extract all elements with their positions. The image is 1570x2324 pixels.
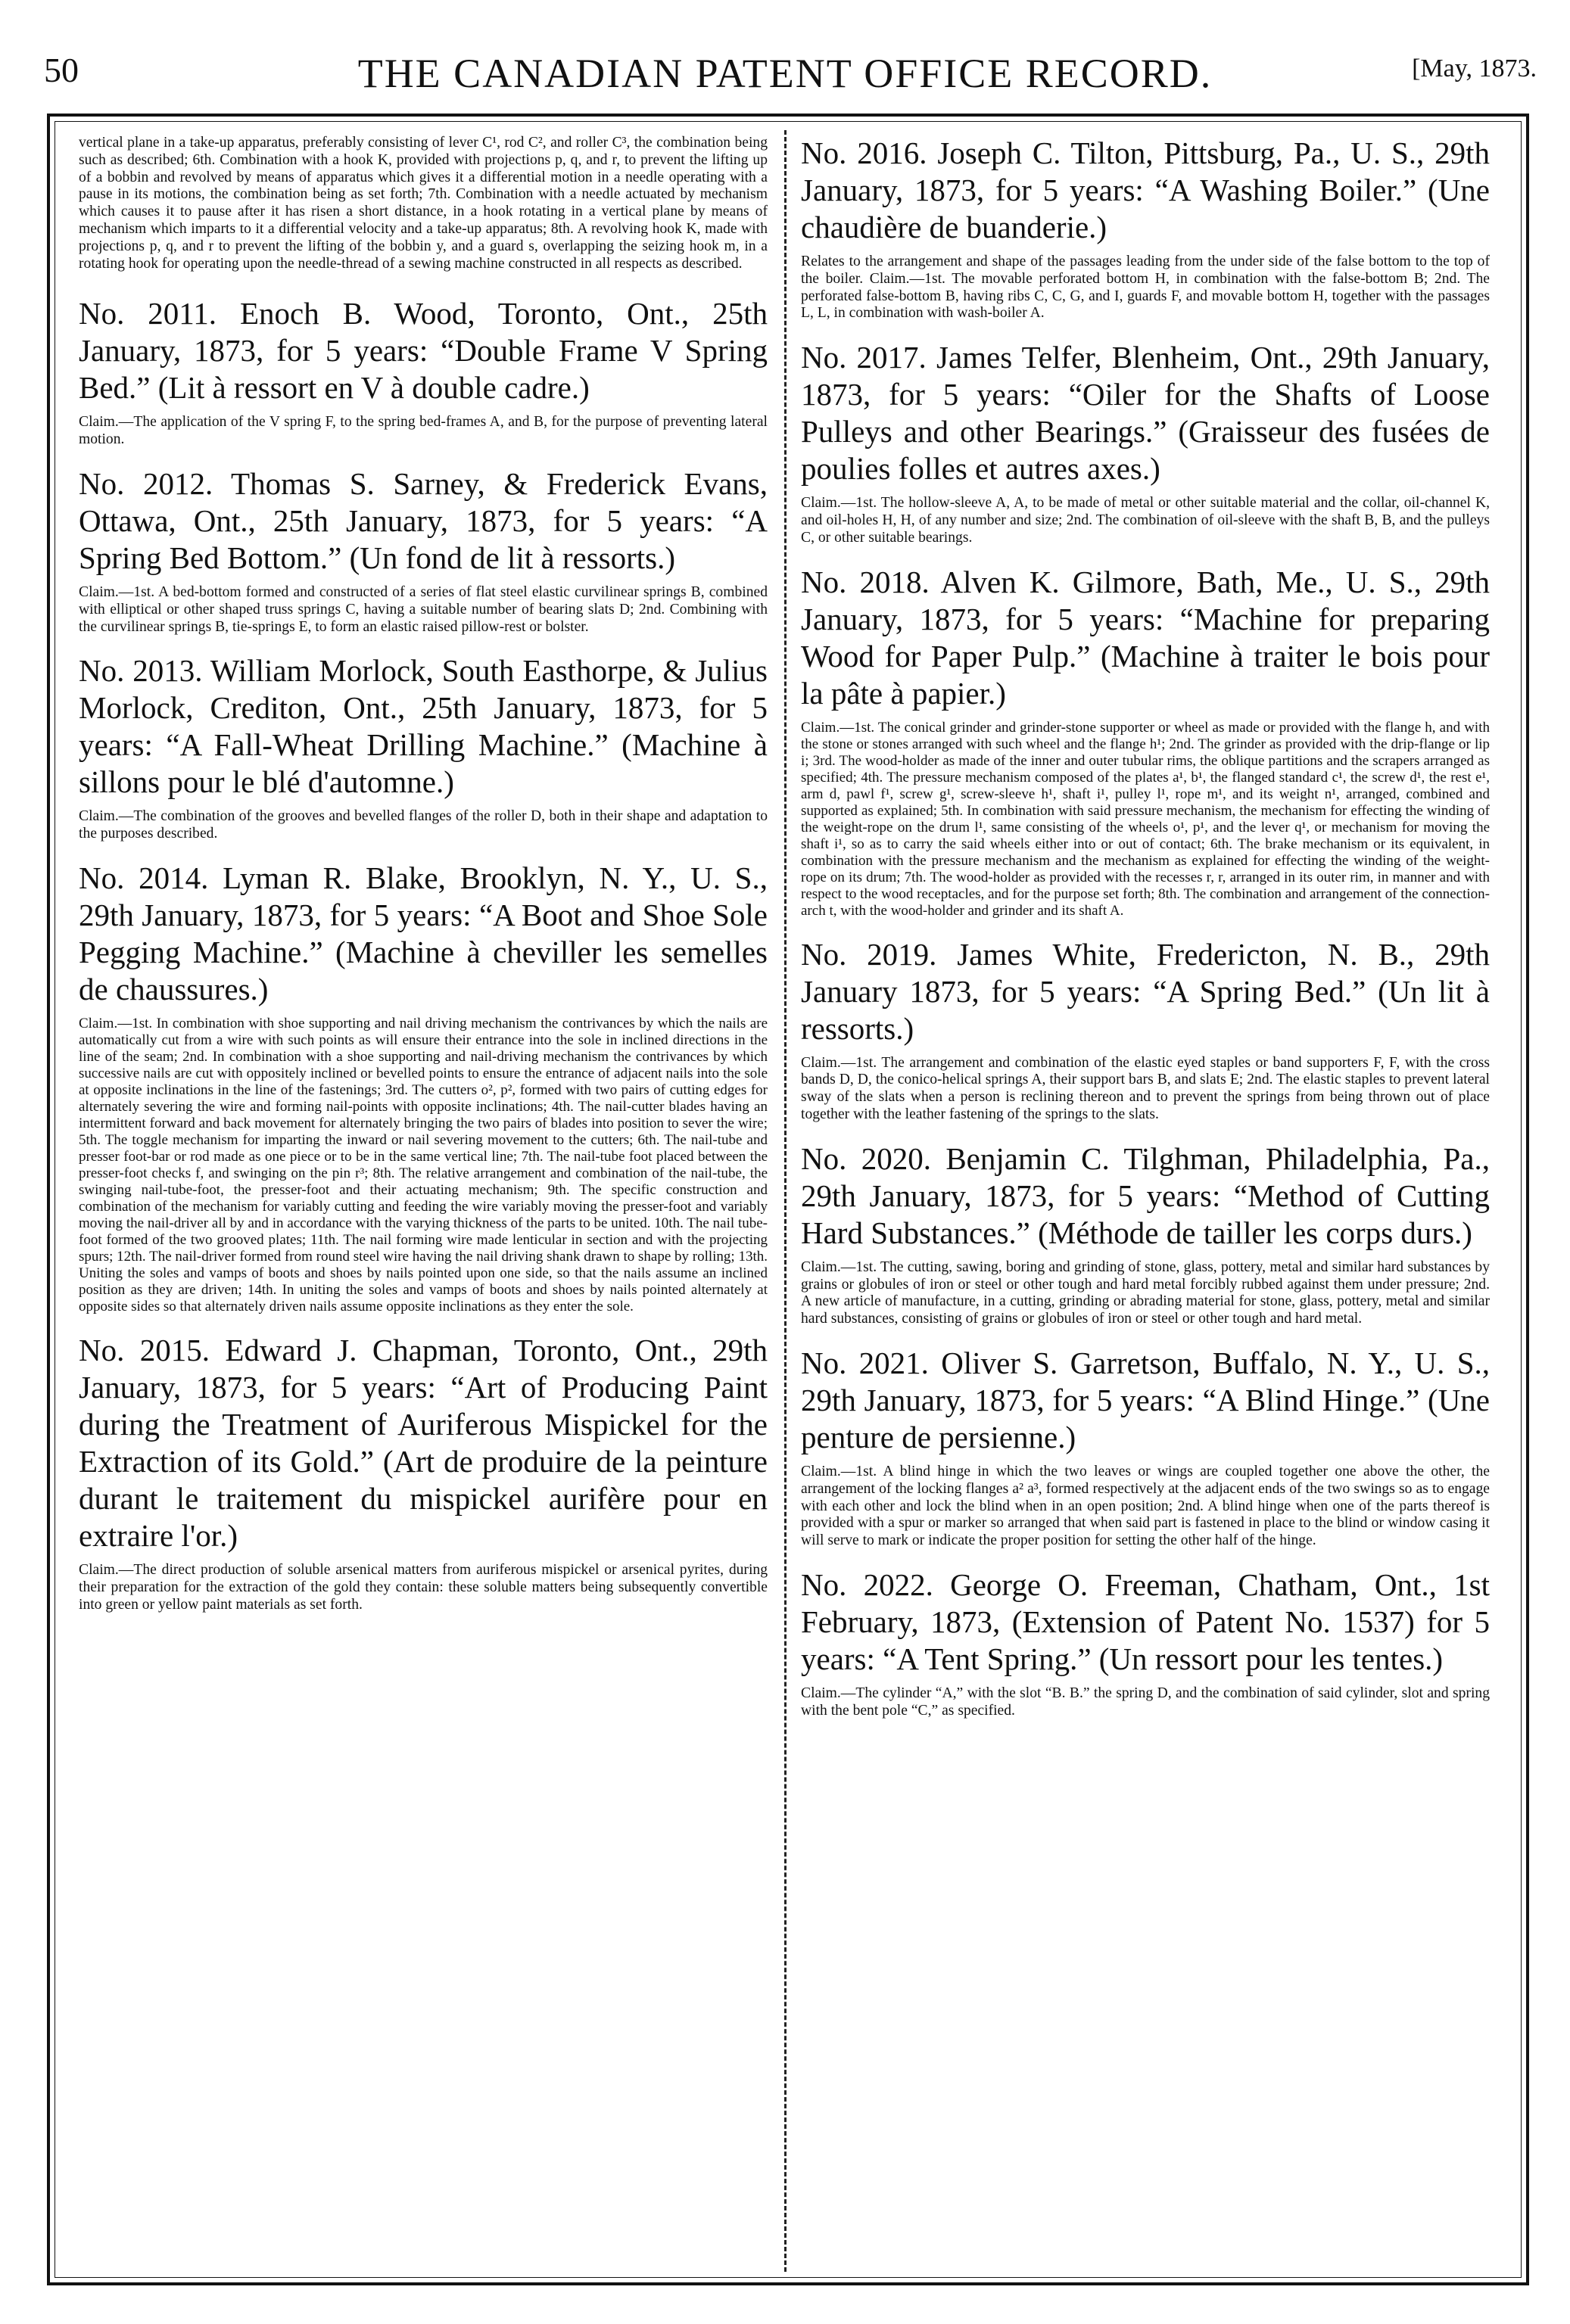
patent-entry-2012 — [79, 465, 768, 636]
patent-entry-2015 — [79, 1332, 768, 1613]
patent-entry-2018 — [801, 564, 1490, 919]
patent-entry-2014 — [79, 860, 768, 1315]
patent-claim: Claim.—1st. The cutting, sawing, boring and grinding of stone, glass, pottery, metal and similar hard substances by grains or globules of iron or steel or other tough and hard metal forcibly rubbed against them under pressure; 2nd. A new article of manufacture, in a cutting, grinding or abrading material for stone, glass, pottery, metal and similar hard substances, consisting of grains or globules of iron or steel or other tough and hard metal. — [801, 1258, 1490, 1327]
patent-claim: Claim.—1st. A blind hinge in which the two leaves or wings are coupled together one above the other, the arrangement of the locking flanges a² a³, formed respectively at the adjacent ends of the two swings so as to engage with each other and lock the blind when in an open position; 2nd. A blind hinge when one of the parts thereof is provided with a spur or marker so arranged that when said part is fastened in place to the blind or window casing it will serve to mark or indicate the proper position for setting the other half of the hinge. — [801, 1463, 1490, 1549]
patent-heading: No. 2013. William Morlock, South Easthorpe, & Julius Morlock, Crediton, Ont., 25th January, 1873, for 5 years: “A Fall-Wheat Drilling Machine.” (Machine à sillons pour le blé d'automne.) — [79, 653, 768, 800]
patent-entry-2020 — [801, 1140, 1490, 1328]
page-header — [0, 50, 1570, 103]
patent-entry-2021 — [801, 1345, 1490, 1550]
patent-claim: Claim.—1st. A bed-bottom formed and constructed of a series of flat steel elastic curvilinear springs B, combined with elliptical or other shaped truss springs C, having a suitable number of bearing slats D; 2nd. Combining with the curvilinear springs B, tie-springs E, to form an elastic raised pillow-rest or bolster. — [79, 583, 768, 635]
page-number: 50 — [44, 51, 79, 89]
patent-entry-2022 — [801, 1566, 1490, 1720]
patent-heading: No. 2015. Edward J. Chapman, Toronto, Ont., 29th January, 1873, for 5 years: “Art of Producing Paint during the Treatment of Auriferous Mispickel for the Extraction of its Gold.” (Art de produire de la peinture durant le traitement du mispickel aurifère pour en extraire l'or.) — [79, 1332, 768, 1553]
patent-claim: Claim.—1st. In combination with shoe supporting and nail driving mechanism the contrivances by which the nails are automatically cut from a wire with such points as will ensure their entrance into the sole in inclined directions in the line of the seam; 2nd. In combination with a shoe supporting and nail-driving mechanism the contrivances by which successive nails are cut with oppositely inclined or bevelled points to ensure the entrance of adjacent nails into the sole at opposite inclinations in the line of the fastenings; 3rd. The cutters o², p², formed with two pairs of cutting edges for alternately severing the wire and forming nail-points with opposite inclinations; 4th. The nail-cutter blades having an intermittent forward and back movement for alternately bringing the two pairs of blades into position to sever the wire; 5th. The toggle mechanism for imparting the inward or nail severing movement to the cutters; 6th. The nail-tube and presser foot-bar or rod made as one piece or to be in the same vertical line; 7th. The nail-tube foot placed between the presser-foot checks f, and swinging on the pin r³; 8th. The relative arrangement and combination of the nail-tube, the swinging nail-tube-foot, the presser-foot and their actuating mechanism; 9th. The specific construction and combination of the mechanism for variably cutting and feeding the wire variably moving the presser-foot and variably moving the nail-driver all by and in accordance with the varying thickness of the parts to be united. 10th. The nail tube-foot formed of the two grooved plates; 11th. The nail forming wire made lenticular in section and with the projecting spurs; 12th. The nail-driver formed from round steel wire having the nail driving shank drawn to shape by rolling; 13th. Uniting the soles and vamps of boots and shoes by nails pointed upon one side, so that the nails assume an inclined position as they are driven; 14th. In uniting the soles and vamps of boots and shoes by nails pointed alternately at opposite sides so that alternately driven nails assume opposite inclinations as they enter the sole. — [79, 1015, 768, 1314]
patent-claim: Claim.—1st. The conical grinder and grinder-stone supporter or wheel as made or provided with the flange h, and with the stone or stones arranged with such wheel and the flange h¹; 2nd. The grinder as provided with the drip-flange or lip i; 3rd. The wood-holder as made of the inner and outer tubular rims, the oblique partitions and the scrapers arranged as specified; 4th. The pressure mechanism composed of the plates a¹, b¹, the flanged standard c¹, the screw d¹, the rest e¹, arm d, pawl f¹, screw g¹, screw-sleeve h¹, shaft i¹, pulley l¹, rope m¹, and its weight n¹, arranged, combined and supported as explained; 5th. In combination with said pressure mechanism, the mechanism for effecting the winding of the weight-rope on the drum l¹, same consisting of the wheels o¹, p¹, and the lever q¹, or mechanism for moving the shaft i¹, so as to carry the said wheels either into or out of contact; 6th. The brake mechanism or its equivalent, in combination with the pressure mechanism and the mechanism as explained for effecting the winding of the weight-rope on its drum; 7th. The wood-holder as provided with the recesses r, r, arranged in its outer rim, in manner and with respect to the wood receptacles, and for the purpose set forth; 8th. The combination and arrangement of the connection-arch t, with the wood-holder and grinder and its shaft A. — [801, 719, 1490, 919]
patent-claim: Claim.—The direct production of soluble arsenical matters from auriferous mispickel or arsenical pyrites, during their preparation for the extraction of the gold they contain: these soluble matters being subsequently convertible into green or yellow paint materials as set forth. — [79, 1561, 768, 1613]
patent-heading: No. 2021. Oliver S. Garretson, Buffalo, N. Y., U. S., 29th January, 1873, for 5 years: “A Blind Hinge.” (Une penture de persienne.) — [801, 1345, 1490, 1454]
patent-heading: No. 2017. James Telfer, Blenheim, Ont., 29th January, 1873, for 5 years: “Oiler for the Shafts of Loose Pulleys and other Bearings.” (Graisseur des fusées de poulies folles et autres axes.) — [801, 340, 1490, 487]
patent-entry-2011 — [79, 295, 768, 449]
patent-heading: No. 2018. Alven K. Gilmore, Bath, Me., U. S., 29th January, 1873, for 5 years: “Machine for preparing Wood for Paper Pulp.” (Machine à traiter le bois pour la pâte à papier.) — [801, 564, 1490, 711]
page-date: [May, 1873. — [1412, 54, 1537, 82]
patent-claim: Relates to the arrangement and shape of the passages leading from the under side of the false bottom to the top of the boiler. Claim.—1st. The movable perforated bottom H, in combination with the false-bottom B; 2nd. The perforated false-bottom B, having ribs C, C, G, and I, guards F, and movable bottom H, together with the passages L, L, in combination with wash-boiler A. — [801, 254, 1490, 322]
patent-entry-2019 — [801, 936, 1490, 1124]
patent-claim: Claim.—1st. The arrangement and combination of the elastic eyed staples or band supporters F, F, with the cross bands D, D, the conico-helical springs A, their support bars B, and slats E; 2nd. The elastic staples to prevent lateral sway of the slats when a person is reclining thereon and to prevent the springs from being thrown out of place together with the leather fastening of the springs to the slats. — [801, 1054, 1490, 1122]
patent-heading: No. 2020. Benjamin C. Tilghman, Philadelphia, Pa., 29th January, 1873, for 5 years: “Method of Cutting Hard Substances.” (Méthode de tailler les corps durs.) — [801, 1140, 1490, 1250]
patent-entry-2017 — [801, 339, 1490, 546]
right-column — [801, 135, 1490, 1737]
patent-entry-2016 — [801, 135, 1490, 322]
patent-claim: Claim.—The combination of the grooves and bevelled flanges of the roller D, both in their shape and adaptation to the purposes described. — [79, 808, 768, 842]
patent-heading: No. 2011. Enoch B. Wood, Toronto, Ont., 25th January, 1873, for 5 years: “Double Frame V Spring Bed.” (Lit à ressort en V à double cadre.) — [79, 296, 768, 406]
patent-heading: No. 2016. Joseph C. Tilton, Pittsburg, Pa., U. S., 29th January, 1873, for 5 years: “A Washing Boiler.” (Une chaudière de buanderie.) — [801, 135, 1490, 244]
patent-entry-2013 — [79, 652, 768, 843]
patent-heading: No. 2012. Thomas S. Sarney, & Frederick Evans, Ottawa, Ont., 25th January, 1873, for 5 years: “A Spring Bed Bottom.” (Un fond de lit à ressorts.) — [79, 465, 768, 575]
patent-heading: No. 2019. James White, Fredericton, N. B., 29th January 1873, for 5 years: “A Spring Bed.” (Un lit à ressorts.) — [801, 936, 1490, 1046]
patent-heading: No. 2014. Lyman R. Blake, Brooklyn, N. Y., U. S., 29th January, 1873, for 5 years: “A Boot and Shoe Sole Pegging Machine.” (Machine à cheviller les semelles de chaussures.) — [79, 860, 768, 1006]
left-column — [79, 135, 768, 1630]
column-divider — [784, 130, 787, 2272]
patent-heading: No. 2022. George O. Freeman, Chatham, Ont., 1st February, 1873, (Extension of Patent No. 1537) for 5 years: “A Tent Spring.” (Un ressort pour les tentes.) — [801, 1566, 1490, 1676]
patent-claim: Claim.—The cylinder “A,” with the slot “B. B.” the spring D, and the combination of said cylinder, slot and spring with the bent pole “C,” as specified. — [801, 1685, 1490, 1719]
patent-claim: Claim.—1st. The hollow-sleeve A, A, to be made of metal or other suitable material and the collar, oil-channel K, and oil-holes H, H, of any number and size; 2nd. The combination of oil-sleeve with the shaft B, B, and the pulleys C, or other suitable bearings. — [801, 495, 1490, 546]
page-title: THE CANADIAN PATENT OFFICE RECORD. — [357, 51, 1213, 96]
patent-claim: Claim.—The application of the V spring F, to the spring bed-frames A, and B, for the purpose of preventing lateral motion. — [79, 414, 768, 448]
continued-claim-text: vertical plane in a take-up apparatus, preferably consisting of lever C¹, rod C², and roller C³, the combination being such as described; 6th. Combination with a hook K, provided with projections p, q, and r, to prevent the lifting up of a bobbin and revolved by means of apparatus which gives it a differential motion in a needle operating with a pause in its motions, the combination being as set forth; 7th. Combination with a needle actuated by mechanism which causes it to pause after it has risen a short distance, in a hook rotating in a vertical plane by means of mechanism which imparts to it a differential velocity and a take-up apparatus; 8th. A revolving hook K, made with projections p, q, and r to prevent the lifting of the bobbin y, and a guard s, overlapping the seizing hook m, in a rotating hook for operating upon the needle-thread of a sewing machine constructed in all respects as described. — [79, 135, 768, 272]
